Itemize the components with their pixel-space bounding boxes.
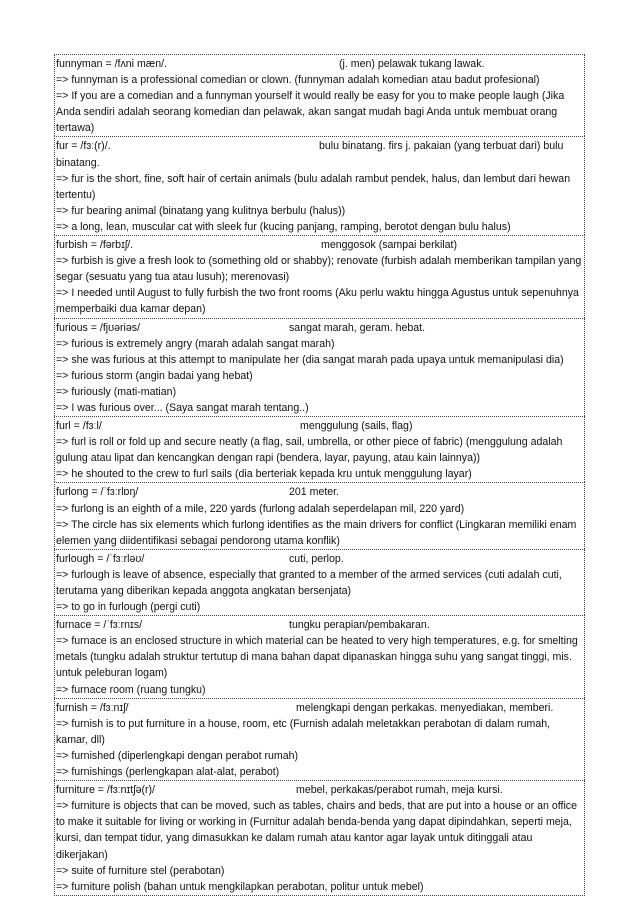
example-line: => furlough is leave of absence, especially that granted to a member of the armed services (cuti adalah cuti, terutama yang diberikan kepada anggota angkatan bersenjata) xyxy=(56,568,562,597)
headword-meaning: sangat marah, geram. hebat. xyxy=(289,321,426,334)
headword-meaning: (j. men) pelawak tukang lawak. xyxy=(339,58,485,70)
headword-meaning: mebel, perkakas/perabot rumah, meja kursi. xyxy=(296,784,503,797)
headword-meaning: cuti, perlop. xyxy=(289,552,344,565)
entry-headword-line xyxy=(56,551,583,567)
dictionary-entry xyxy=(54,54,585,136)
example-line: => fur is the short, fine, soft hair of certain animals (bulu adalah rambut pendek, halus, dan lembut dari hewan tertentu) xyxy=(56,172,571,201)
example-line: => furiously (mati-matian) xyxy=(56,385,177,398)
entry-headword-line xyxy=(56,700,583,716)
entry-headword-line xyxy=(56,782,583,798)
headword-meaning: tungku perapian/pembakaran. xyxy=(289,619,430,632)
entry-headword-line xyxy=(56,617,583,633)
headword: furlong = /ˈfɜːrlɒŋ/ xyxy=(56,486,139,499)
example-line: => to go in furlough (pergi cuti) xyxy=(56,601,201,614)
entry-headword-line xyxy=(56,418,583,434)
headword-meaning: melengkapi dengan perkakas. menyediakan, memberi. xyxy=(296,701,554,714)
entry-headword-line xyxy=(56,484,583,500)
example-line: => a long, lean, muscular cat with sleek fur (kucing panjang, ramping, berotot dengan bulu halus) xyxy=(56,220,511,233)
example-line: => furnished (diperlengkapi dengan perabot rumah) xyxy=(56,749,299,762)
headword-meaning: menggulung (sails, flag) xyxy=(300,420,413,433)
dictionary-entry xyxy=(54,780,585,896)
headword-meaning: 201 meter. xyxy=(289,486,340,499)
dictionary-entry xyxy=(54,615,585,697)
headword: funnyman = /fʌni mæn/. xyxy=(56,58,167,70)
example-line: => furbish is give a fresh look to (something old or shabby); renovate (furbish adalah memberikan tampilan yang segar (sesuatu yang tua atau lusuh); merenovasi) xyxy=(56,255,582,284)
entry-headword-line xyxy=(56,138,583,170)
headword: furbish = /fərbɪʃ/. xyxy=(56,239,134,252)
example-line: => furnishings (perlengkapan alat-alat, perabot) xyxy=(56,766,280,779)
headword: furnish = /fɜːnɪʃ/ xyxy=(56,701,129,714)
dictionary-entry xyxy=(54,482,585,548)
entry-headword-line xyxy=(56,237,583,253)
headword: furniture = /fɜːnɪtʃə(r)/ xyxy=(56,784,156,797)
example-line: => furnace room (ruang tungku) xyxy=(56,683,206,696)
example-line: => suite of furniture stel (perabotan) xyxy=(56,864,225,877)
headword: furnace = /ˈfɜːrnɪs/ xyxy=(56,619,143,632)
entry-headword-line xyxy=(56,56,583,72)
example-line: => funnyman is a professional comedian or clown. (funnyman adalah komedian atau badut profesional) xyxy=(56,74,540,87)
example-line: => furl is roll or fold up and secure neatly (a flag, sail, umbrella, or other piece of fabric) (menggulung adalah gulung atau lipat dan kencangkan dengan rapi (bendera, layar, payung, atau kain lainnya)) xyxy=(56,436,563,465)
entry-headword-line xyxy=(56,320,583,336)
example-line: => he shouted to the crew to furl sails (dia berteriak kepada kru untuk menggulung layar) xyxy=(56,468,472,481)
example-line: => furniture is objects that can be moved, such as tables, chairs and beds, that are put into a house or an office to make it suitable for living or working in (Furnitur adalah benda-benda yang dapat dipindahkan, seperti meja, kursi, dan tempat tidur, yang dimasukkan ke dalam rumah atau kantor agar layak untuk ditinggali atau dikerjakan) xyxy=(56,800,577,861)
headword: furl = /fɜːl/ xyxy=(56,420,102,433)
headword: furlough = /ˈfɜːrləʊ/ xyxy=(56,552,145,565)
headword: furious = /fjʊəriəs/ xyxy=(56,321,141,334)
example-line: => furious is extremely angry (marah adalah sangat marah) xyxy=(56,337,335,350)
dictionary-sheet xyxy=(54,54,585,896)
example-line: => The circle has six elements which furlong identifies as the main drivers for conflict (Lingkaran memiliki enam elemen yang diidentifikasi sebagai pendorong utama konflik) xyxy=(56,518,577,547)
example-line: => furniture polish (bahan untuk mengkilapkan perabotan, politur untuk mebel) xyxy=(56,880,424,893)
example-line: => fur bearing animal (binatang yang kulitnya berbulu (halus)) xyxy=(56,204,346,217)
example-line: => furlong is an eighth of a mile, 220 yards (furlong adalah seperdelapan mil, 220 yard) xyxy=(56,502,465,515)
example-line: => she was furious at this attempt to manipulate her (dia sangat marah pada upaya untuk memanipulasi dia) xyxy=(56,353,564,366)
dictionary-entry xyxy=(54,549,585,615)
dictionary-entry xyxy=(54,318,585,417)
dictionary-entry xyxy=(54,698,585,780)
example-line: => furnish is to put furniture in a house, room, etc (Furnish adalah meletakkan perabotan di dalam rumah, kamar, dll) xyxy=(56,717,551,746)
example-line: => I needed until August to fully furbish the two front rooms (Aku perlu waktu hingga Agustus untuk sepenuhnya memperbaiki dua kamar depan) xyxy=(56,287,579,316)
example-line: => I was furious over... (Saya sangat marah tentang..) xyxy=(56,401,309,414)
dictionary-entry xyxy=(54,235,585,317)
dictionary-entry xyxy=(54,136,585,235)
dictionary-entry xyxy=(54,416,585,482)
example-line: => furious storm (angin badai yang hebat) xyxy=(56,369,253,382)
headword: fur = /fɜː(r)/. xyxy=(56,140,111,153)
headword-meaning: bulu binatang. firs j. pakaian (yang terbuat dari) bulu binatang. xyxy=(56,140,564,169)
headword-meaning: menggosok (sampai berkilat) xyxy=(321,239,458,252)
example-line: => If you are a comedian and a funnyman yourself it would really be easy for you to make people laugh (Jika Anda sendiri adalah seorang komedian dan pelawak, akan sangat mudah bagi Anda untuk membuat orang tertawa) xyxy=(56,90,565,135)
example-line: => furnace is an enclosed structure in which material can be heated to very high temperatures, e.g. for smelting metals (tungku adalah struktur tertutup di mana bahan dapat dipanaskan hingga suhu yang sangat tinggi, mis. untuk peleburan logam) xyxy=(56,635,578,680)
